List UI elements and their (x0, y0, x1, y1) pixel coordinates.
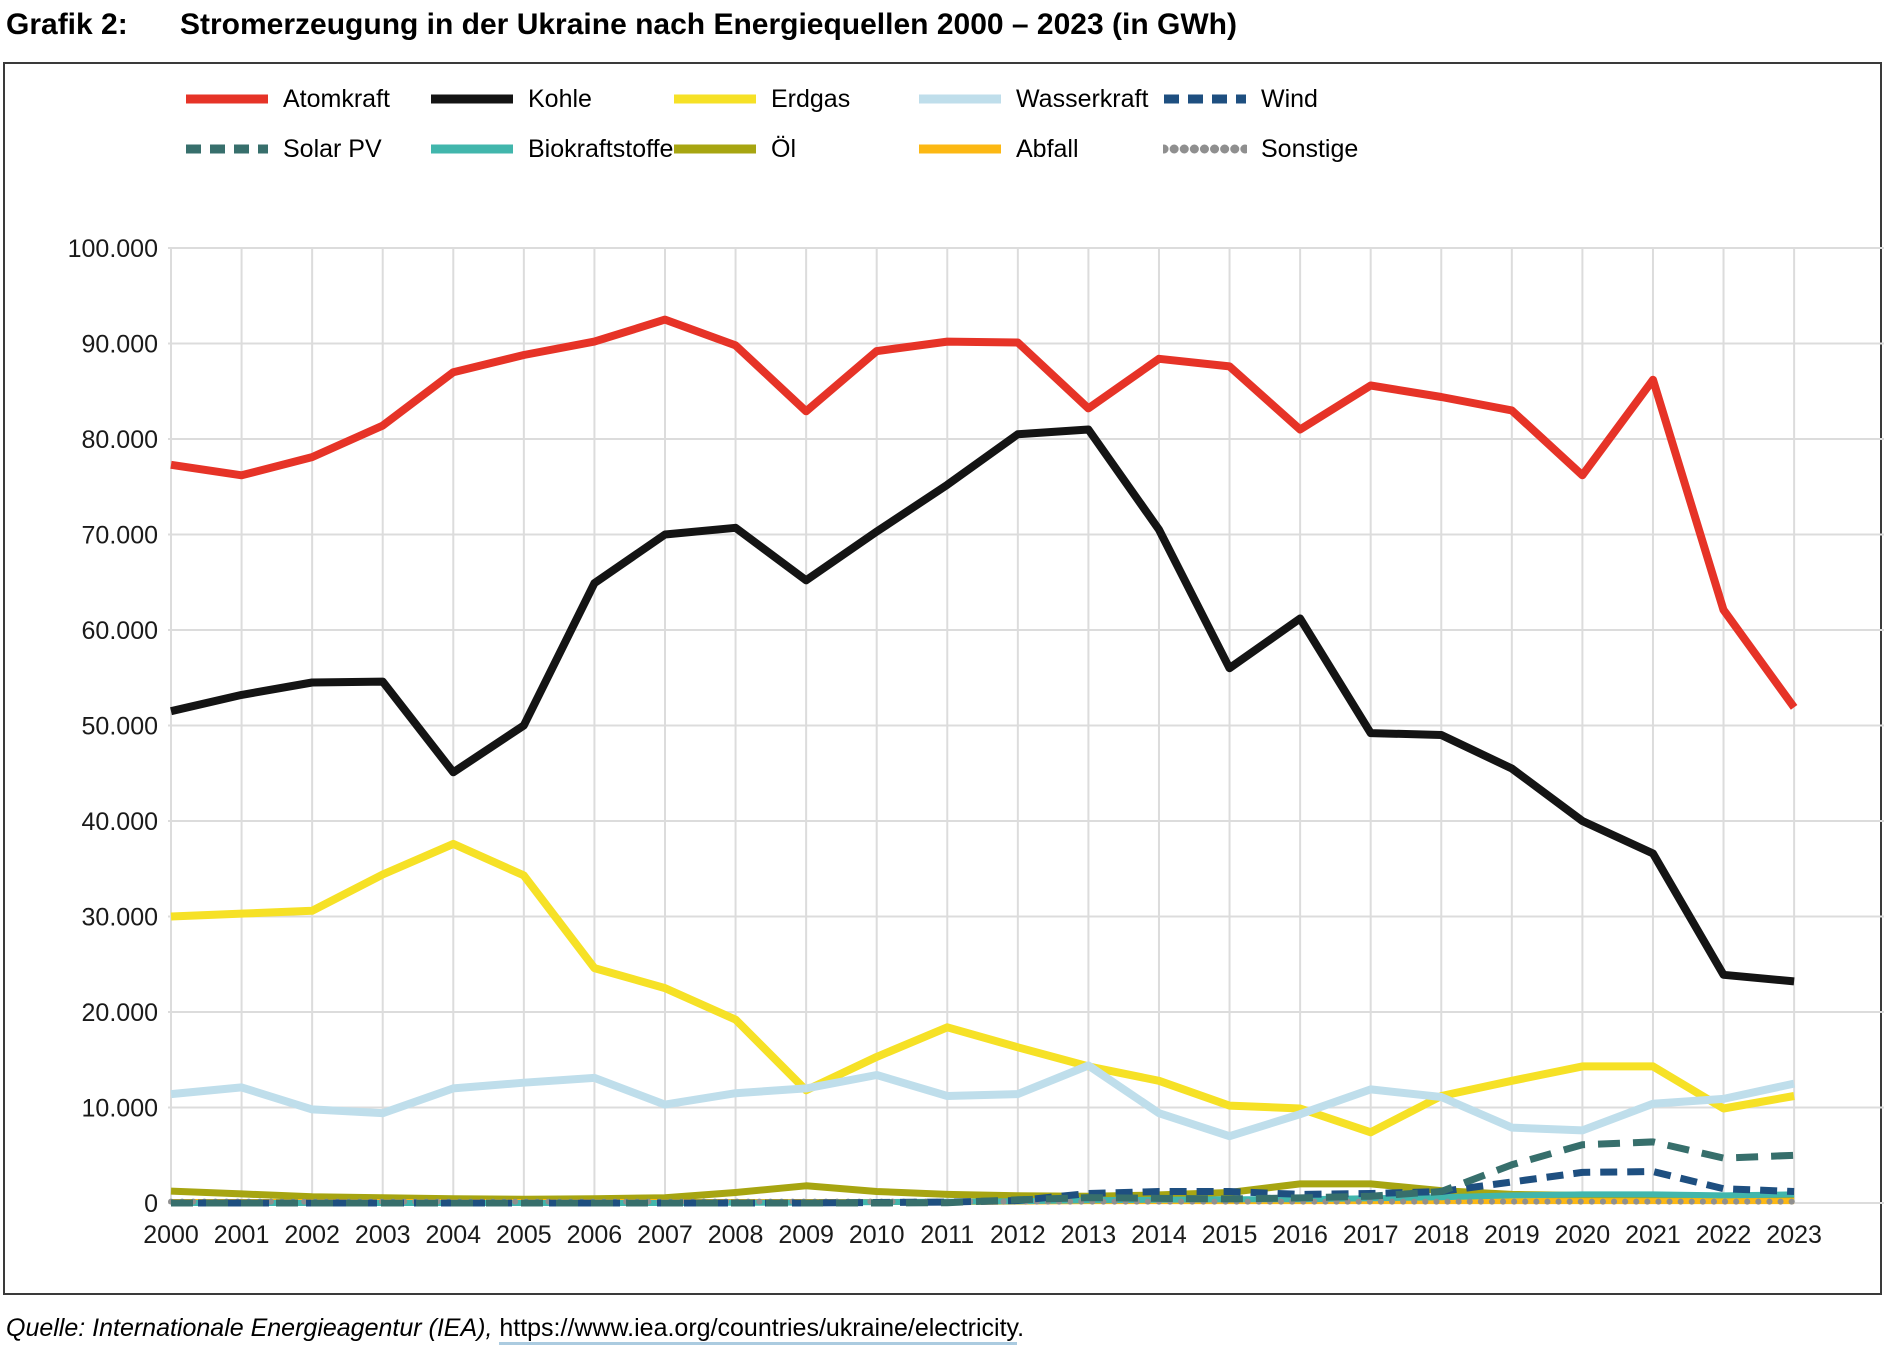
x-tick-label: 2010 (848, 1221, 905, 1249)
source-line (6, 1314, 1024, 1343)
x-tick-label: 2005 (496, 1221, 552, 1249)
y-tick-label: 80.000 (81, 426, 158, 454)
legend-swatch-sonstige-icon (1163, 143, 1247, 155)
page-title: Stromerzeugung in der Ukraine nach Energiequellen 2000 – 2023 (in GWh) (180, 8, 1237, 41)
legend-label-solar-pv: Solar PV (283, 134, 382, 163)
legend-item-wind (1163, 85, 1318, 113)
y-tick-label: 100.000 (67, 235, 158, 263)
legend-item-sonstige (1163, 135, 1358, 163)
x-tick-label: 2019 (1484, 1221, 1540, 1249)
legend-swatch-abfall-icon (918, 143, 1002, 155)
x-tick-label: 2006 (566, 1221, 623, 1249)
legend-swatch-erdgas-icon (673, 93, 757, 105)
source-period: . (1017, 1314, 1025, 1342)
legend-item-atomkraft (185, 85, 390, 113)
x-tick-label: 2014 (1131, 1221, 1187, 1249)
series-line-erdgas (171, 844, 1794, 1132)
legend-label-wind: Wind (1261, 84, 1318, 113)
legend-item-kohle (430, 85, 592, 113)
legend-label-wasserkraft: Wasserkraft (1016, 84, 1149, 113)
x-tick-label: 2004 (425, 1221, 482, 1249)
legend-item-wasserkraft (918, 85, 1148, 113)
source-text: Quelle: Internationale Energieagentur (IEA), (6, 1314, 493, 1342)
legend-swatch-kohle-icon (430, 93, 514, 105)
legend-item-solar-pv (185, 135, 382, 163)
x-tick-label: 2009 (778, 1221, 834, 1249)
legend-label-abfall: Abfall (1016, 134, 1079, 163)
x-tick-label: 2016 (1272, 1221, 1328, 1249)
legend-label-atomkraft: Atomkraft (283, 84, 390, 113)
x-tick-label: 2021 (1625, 1221, 1681, 1249)
y-tick-label: 20.000 (81, 999, 158, 1027)
x-tick-label: 2003 (354, 1221, 411, 1249)
x-tick-label: 2020 (1554, 1221, 1611, 1249)
y-tick-label: 60.000 (81, 617, 158, 645)
x-tick-label: 2012 (990, 1221, 1046, 1249)
legend-label-erdgas: Erdgas (771, 84, 851, 113)
x-tick-label: 2001 (213, 1221, 270, 1249)
legend-swatch-oel-icon (673, 143, 757, 155)
x-tick-label: 2017 (1342, 1221, 1399, 1249)
legend-item-biokraftstoffe (430, 135, 673, 163)
x-tick-label: 2007 (637, 1221, 693, 1249)
legend-label-biokraftstoffe: Biokraftstoffe (528, 134, 674, 163)
y-tick-label: 30.000 (81, 903, 158, 932)
x-tick-label: 2011 (920, 1221, 975, 1249)
x-tick-label: 2015 (1201, 1221, 1258, 1249)
x-tick-label: 2018 (1413, 1221, 1470, 1249)
y-tick-label: 0 (144, 1190, 158, 1218)
series-line-kohle (171, 430, 1794, 982)
legend-label-kohle: Kohle (528, 84, 592, 113)
legend-swatch-atomkraft-icon (185, 93, 269, 105)
x-tick-label: 2022 (1695, 1221, 1752, 1249)
x-tick-label: 2000 (143, 1221, 199, 1249)
legend-label-oel: Öl (771, 134, 796, 163)
legend-swatch-wind-icon (1163, 93, 1247, 105)
y-tick-label: 50.000 (81, 712, 158, 741)
source-url-link[interactable]: https://www.iea.org/countries/ukraine/electricity (499, 1314, 1017, 1345)
legend-item-erdgas (673, 85, 850, 113)
x-tick-label: 2013 (1060, 1221, 1117, 1249)
y-tick-label: 40.000 (81, 808, 158, 836)
legend-swatch-solar-pv-icon (185, 143, 269, 155)
legend-swatch-wasserkraft-icon (918, 93, 1002, 105)
legend-swatch-biokraftstoffe-icon (430, 143, 514, 155)
legend-item-oel (673, 135, 796, 163)
figure-number: Grafik 2: (6, 8, 128, 41)
x-tick-label: 2008 (707, 1221, 764, 1249)
y-tick-label: 70.000 (81, 521, 158, 550)
legend-item-abfall (918, 135, 1079, 163)
x-tick-label: 2002 (284, 1221, 340, 1249)
y-tick-label: 10.000 (81, 1094, 158, 1123)
legend-label-sonstige: Sonstige (1261, 134, 1359, 163)
y-tick-label: 90.000 (81, 330, 158, 359)
x-tick-label: 2023 (1766, 1221, 1822, 1249)
series-line-atomkraft (171, 320, 1794, 708)
